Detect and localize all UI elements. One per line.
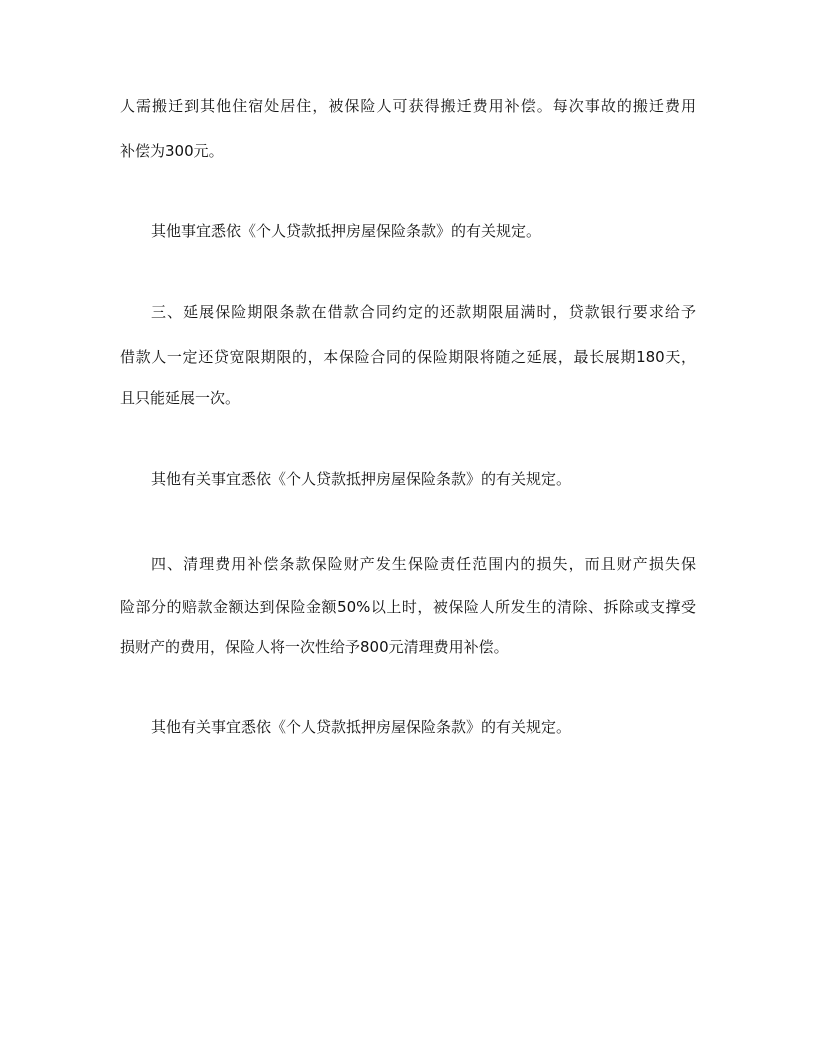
text-line: 其他事宜悉依《个人贷款抵押房屋保险条款》的有关规定。 bbox=[151, 222, 542, 240]
text-line: 三、延展保险期限条款在借款合同约定的还款期限届满时，贷款银行要求给予 bbox=[151, 303, 696, 321]
text-line: 人需搬迁到其他住宿处居住，被保险人可获得搬迁费用补偿。每次事故的搬迁费用 bbox=[120, 97, 696, 115]
text-line: 补偿为300元。 bbox=[120, 142, 224, 160]
text-line: 借款人一定还贷宽限期限的，本保险合同的保险期限将随之延展，最长展期180天， bbox=[120, 348, 696, 366]
text-line: 且只能延展一次。 bbox=[120, 389, 241, 407]
text-line: 其他有关事宜悉依《个人贷款抵押房屋保险条款》的有关规定。 bbox=[151, 718, 572, 736]
text-line: 其他有关事宜悉依《个人贷款抵押房屋保险条款》的有关规定。 bbox=[151, 470, 572, 488]
text-line: 损财产的费用，保险人将一次性给予800元清理费用补偿。 bbox=[120, 638, 509, 656]
text-line: 险部分的赔款金额达到保险金额50%以上时，被保险人所发生的清除、拆除或支撑受 bbox=[120, 598, 696, 616]
text-line: 四、清理费用补偿条款保险财产发生保险责任范围内的损失，而且财产损失保 bbox=[151, 555, 696, 573]
